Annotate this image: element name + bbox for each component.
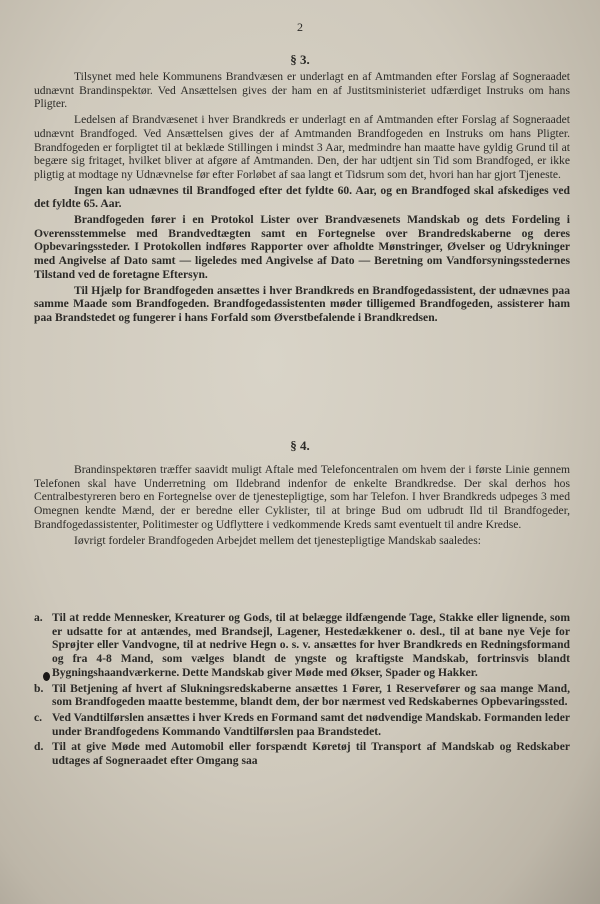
list-item xyxy=(34,711,570,738)
paragraph: Brandinspektøren træffer saavidt muligt Aftale med Telefoncentralen om hvem der i første Linie gennem Telefonen skal have Underretning om Ildebrand indenfor de enkelte Brandkredse. Der skal derhos hos Centralbestyreren bero en Fortegnelse over de tjenestepligtige, som har Telefon. I hver Brandkreds udpeges 3 med Omegnen kendte Mænd, der er beredne eller Cyklister, til at bringe Bud om udbrudt Ild til Brandfogeder, Brandfogedassistenter, Politimester og Udflyttere i vedkommende Kreds samt eventuelt til andre Kredse. xyxy=(34,463,570,531)
section-3-body xyxy=(34,70,570,327)
paragraph: Tilsynet med hele Kommunens Brandvæsen er underlagt en af Amtmanden efter Forslag af Sogneraadet udnævnt Brandinspektør. Ved Ansættelsen gives der ham en af Justitsministeriet udfærdiget Instruks om hans Pligter. xyxy=(34,70,570,111)
list-text: Til at give Møde med Automobil eller forspændt Køretøj til Transport af Mandskab og Redskaber udtages af Sogneraadet efter Omgang saa xyxy=(52,740,570,768)
list-item xyxy=(34,740,570,767)
list-item xyxy=(34,682,570,709)
list-marker: b. xyxy=(34,681,44,695)
section-4-heading: § 4. xyxy=(290,438,310,453)
list-text: Ved Vandtilførslen ansættes i hver Kreds en Formand samt det nødvendige Mandskab. Formanden leder under Brandfogedens Kommando Vandtilførslen paa Brandstedet. xyxy=(52,710,570,738)
duty-list xyxy=(34,611,570,770)
list-text: Til Betjening af hvert af Slukningsredskaberne ansættes 1 Fører, 1 Reservefører og saa mange Mand, som Brandfogeden maatte bestemme, blandt dem, der bor nærmest ved Redskabernes Opbevaringssted. xyxy=(52,681,570,709)
list-marker: a. xyxy=(34,611,43,624)
ink-blot-mark xyxy=(43,672,50,681)
paragraph: Til Hjælp for Brandfogeden ansættes i hver Brandkreds en Brandfogedassistent, der udnævnes paa samme Maade som Brandfogeden. Brandfogedassistenten møder tilligemed Brandfogeden, assisterer ham paa Brandstedet og fungerer i hans Forfald som Øverstbefalende i Brandkredsen. xyxy=(34,283,570,324)
paragraph: Ingen kan udnævnes til Brandfoged efter det fyldte 60. Aar, og en Brandfoged skal afskediges ved det fyldte 65. Aar. xyxy=(34,183,570,211)
paragraph: Iøvrigt fordeler Brandfogeden Arbejdet mellem det tjenestepligtige Mandskab saaledes: xyxy=(74,533,481,547)
page-number: 2 xyxy=(297,20,303,34)
paragraph: Ledelsen af Brandvæsenet i hver Brandkreds er underlagt en af Amtmanden efter Forslag af Sogneraadet udnævnt Brandfoged. Ved Ansættelsen gives der af Amtmanden Brandfogeden en Instruks om hans Pligter. Brandfogeden er forpligtet til at beklæde Stillingen i mindst 3 Aar, medmindre han maatte have gyldig Grund til at begære sig fritaget, hvilket bliver at afgøre af Amtmanden. Den, der har udtjent sin Tid som Brandfoged, er ikke pligtig at modtage ny Udnævnelse før efter Forløbet af saa langt et Tidsrum som det, hvori han har gjort Tjeneste. xyxy=(34,113,570,181)
list-marker: d. xyxy=(34,740,44,754)
paragraph: Brandfogeden fører i en Protokol Lister over Brandvæsenets Mandskab og dets Fordeling i Overensstemmelse med Brandvedtægten samt en Fortegnelse over Brandredskaberne og deres Opbevaringssteder. I Protokollen indføres Rapporter over afholdte Mønstringer, Øvelser og Udrykninger med Angivelse af Dato samt — ligeledes med Angivelse af Dato — Beretning om Vandforsyningsstedernes Tilstand ved de foretagne Eftersyn. xyxy=(34,213,570,281)
list-item xyxy=(34,611,570,680)
list-text: Til at redde Mennesker, Kreaturer og Gods, til at belægge ildfængende Tage, Stakke eller lignende, som er udsatte for at antændes, med Brandsejl, Lagener, Hestedækkener o. desl., til at bane nye Veje for Sprøjter eller Vandvogne, til at nedrive Hegn o. s. v. ansættes for hver Brandkreds en Redningsformand og fra 4-8 Mand, som vælges blandt de yngste og kraftigste Mandskab, fortrinsvis blandt Bygningshaandværkerne. Dette Mandskab giver Møde med Økser, Spader og Hakker. xyxy=(52,611,570,679)
section-4-body xyxy=(34,463,570,549)
section-3-heading: § 3. xyxy=(290,52,310,67)
list-marker: c. xyxy=(34,710,43,724)
